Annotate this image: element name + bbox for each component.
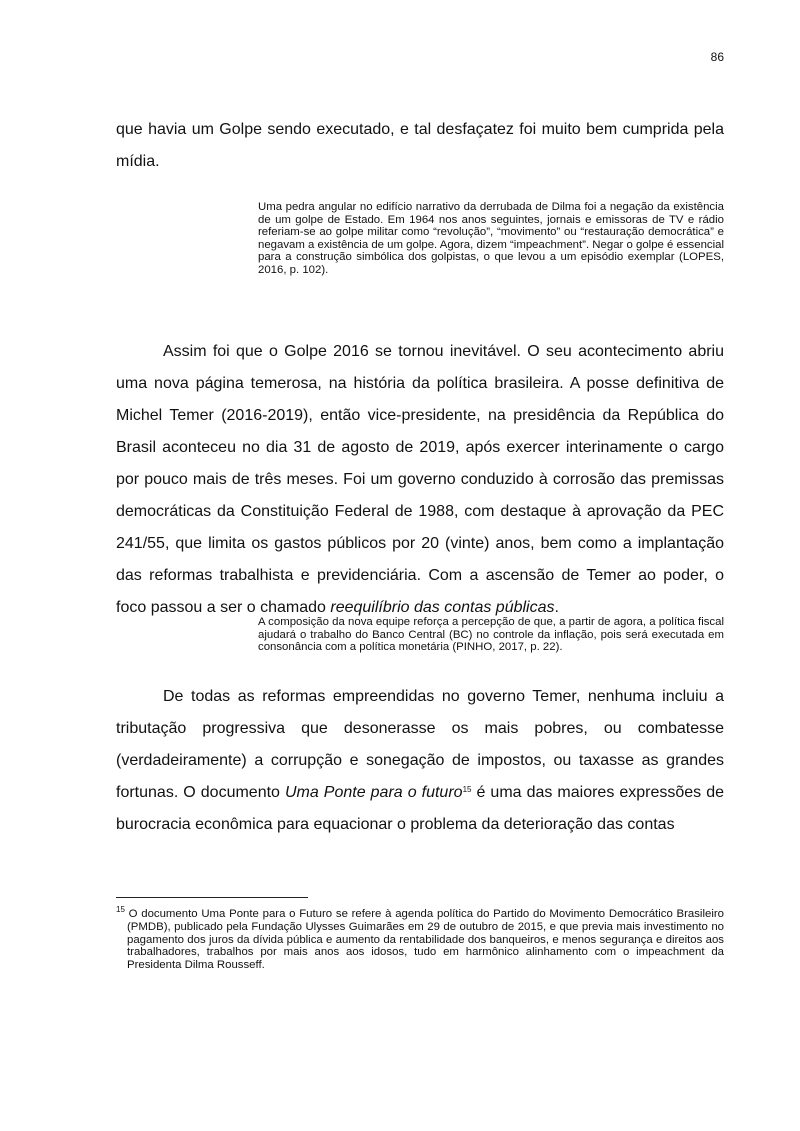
paragraph-continuation: é uma das maiores expressões de burocracia econômica para equacionar o problema da deterioração das contas [116,784,725,833]
page-number: 86 [710,50,724,64]
paragraph-text: De todas as reformas empreendidas no governo Temer, nenhuma incluiu a tributação progressiva que desonerasse os mais pobres, ou combatesse (verdadeiramente) a corrupção e sonegação de impostos, ou taxasse as grandes fortunas. O documento [116,688,724,801]
footnote-text: O documento Uma Ponte para o Futuro se refere à agenda política do Partido do Movimento Democrático Brasileiro (PMDB), publicado pela Fundação Ulysses Guimarães em 29 de outubro de 2015, e que previa mais investimento no pagamento dos juros da dívida pública e aumento da rentabilidade dos banqueiros, e menos segurança e direitos aos trabalhadores, trabalhos por mais anos aos idosos, tudo em harmônico alinhamento com o impeachment da Presidenta Dilma Rousseff. [124,908,724,972]
body-paragraph [116,336,724,624]
body-paragraph: que havia um Golpe sendo executado, e tal desfaçatez foi muito bem cumprida pela mídia. [116,121,724,170]
paragraph-text: Assim foi que o Golpe 2016 se tornou inevitável. O seu acontecimento abriu uma nova página temerosa, na história da política brasileira. A posse definitiva de Michel Temer (2016-2019), então vice-presidente, na presidência da República do Brasil aconteceu no dia 31 de agosto de 2019, após exercer interinamente o cargo por pouco mais de três meses. Foi um governo conduzido à corrosão das premissas democráticas da Constituição Federal de 1988, com destaque à aprovação da PEC 241/55, que limita os gastos públicos por 20 (vinte) anos, bem como a implantação das reformas trabalhista e previdenciária. Com a ascensão de Temer ao poder, o foco passou a ser o chamado [116,343,724,616]
emphasis-text: reequilíbrio das contas públicas [330,599,555,616]
footnote-number: 15 [116,905,125,914]
block-quote: Uma pedra angular no edifício narrativo da derrubada de Dilma foi a negação da existência de um golpe de Estado. Em 1964 nos anos seguintes, jornais e emissoras de TV e rádio referiam-se ao golpe militar como “revolução”, “movimento” ou “restauração democrática” e negavam a existência de um golpe. Agora, dizem “impeachment”. Negar o golpe é essencial para a construção simbólica dos golpistas, o que levou a um episódio exemplar (LOPES, 2016, p. 102). [258,201,725,276]
document-title: Uma Ponte para o futuro [284,784,463,801]
footnote-separator [116,897,308,898]
footnote-reference[interactable]: 15 [462,785,472,794]
footnote-body [116,905,724,972]
paragraph-end: . [554,599,559,616]
footnote [116,905,724,972]
body-paragraph [116,681,724,841]
block-quote: A composição da nova equipe reforça a percepção de que, a partir de agora, a política fiscal ajudará o trabalho do Banco Central (BC) no controle da inflação, pois será executada em consonância com a política monetária (PINHO, 2017, p. 22). [258,616,724,653]
